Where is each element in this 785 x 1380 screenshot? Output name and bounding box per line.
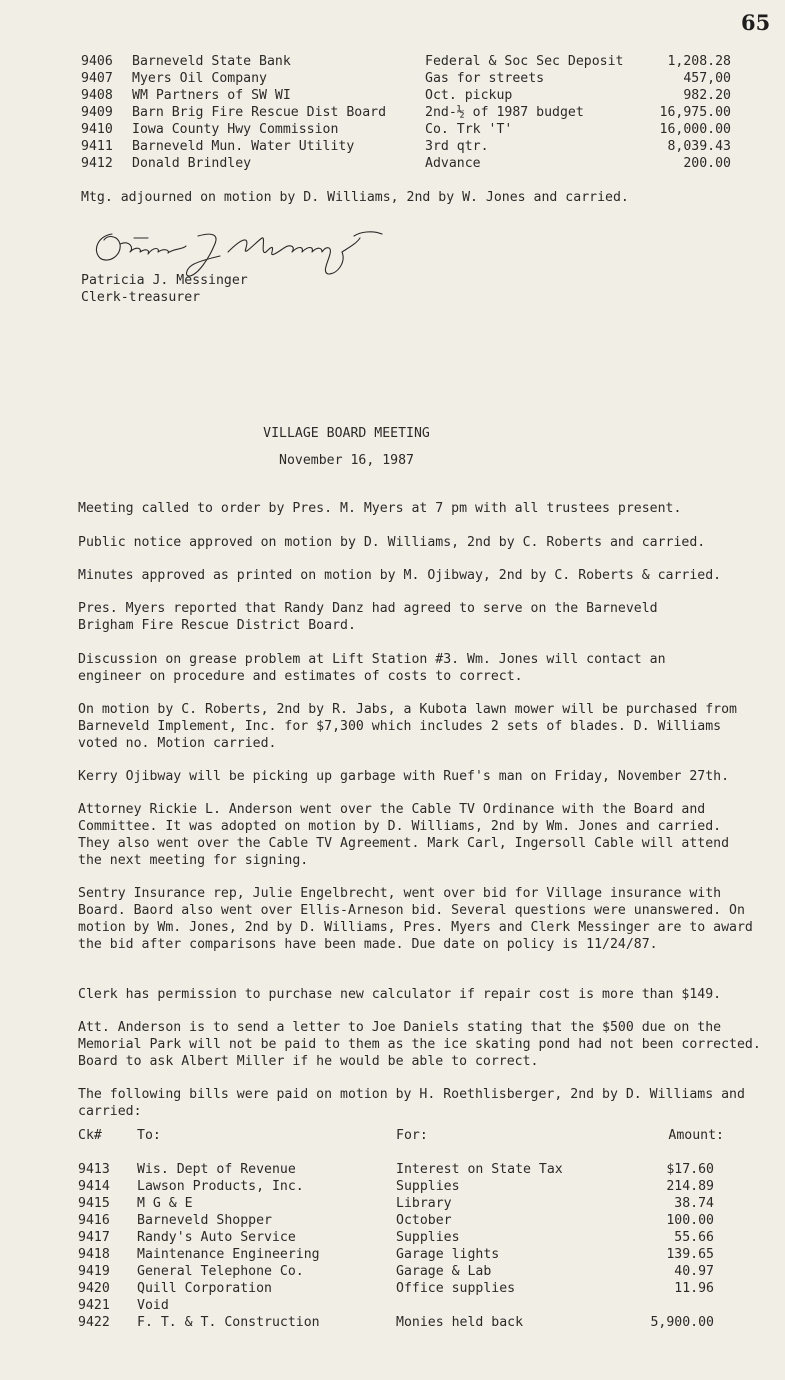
prior-bill-row: [81, 155, 731, 172]
header-payee: To:: [137, 1128, 161, 1143]
check-number: 9421: [78, 1298, 110, 1313]
check-number: 9409: [81, 105, 113, 120]
amount: 200.00: [683, 156, 731, 171]
payee: F. T. & T. Construction: [137, 1315, 320, 1330]
purpose: Garage & Lab: [396, 1264, 492, 1279]
purpose: Oct. pickup: [425, 88, 513, 103]
purpose: Supplies: [396, 1230, 460, 1245]
payee: Barneveld Shopper: [137, 1213, 272, 1228]
purpose: Gas for streets: [425, 71, 545, 86]
amount: $17.60: [666, 1162, 714, 1177]
header-amount: Amount:: [668, 1128, 724, 1143]
adjournment-line: Mtg. adjourned on motion by D. Williams, 2nd by W. Jones and carried.: [81, 190, 629, 205]
purpose: Monies held back: [396, 1315, 524, 1330]
amount: 1,208.28: [667, 54, 731, 69]
minutes-paragraph: Clerk has permission to purchase new calculator if repair cost is more than $149.: [78, 987, 722, 1002]
check-number: 9419: [78, 1264, 110, 1279]
amount: 457,00: [683, 71, 731, 86]
payee: Randy's Auto Service: [137, 1230, 296, 1245]
minutes-paragraph: The following bills were paid on motion by H. Roethlisberger, 2nd by D. Williams and carried:: [78, 1087, 745, 1119]
prior-bill-row: [81, 53, 731, 70]
check-number: 9415: [78, 1196, 110, 1211]
amount: 5,900.00: [650, 1315, 714, 1330]
minutes-paragraph: Discussion on grease problem at Lift Station #3. Wm. Jones will contact an engineer on procedure and estimates of costs to correct.: [78, 652, 666, 684]
amount: 11.96: [674, 1281, 714, 1296]
check-number: 9422: [78, 1315, 110, 1330]
bill-row: [78, 1314, 728, 1331]
purpose: Advance: [425, 156, 481, 171]
bill-row: [78, 1280, 728, 1297]
minutes-paragraph: Minutes approved as printed on motion by M. Ojibway, 2nd by C. Roberts & carried.: [78, 568, 722, 583]
bill-row: [78, 1246, 728, 1263]
purpose: 3rd qtr.: [425, 139, 489, 154]
check-number: 9410: [81, 122, 113, 137]
bleed-through-text: [490, 288, 497, 302]
amount: 55.66: [674, 1230, 714, 1245]
amount: 16,975.00: [659, 105, 731, 120]
check-number: 9413: [78, 1162, 110, 1177]
check-number: 9408: [81, 88, 113, 103]
purpose: Garage lights: [396, 1247, 500, 1262]
bills-table: [78, 1127, 728, 1331]
bill-row: [78, 1229, 728, 1246]
purpose: Office supplies: [396, 1281, 516, 1296]
purpose: Supplies: [396, 1179, 460, 1194]
amount: 38.74: [674, 1196, 714, 1211]
check-number: 9417: [78, 1230, 110, 1245]
prior-bill-row: [81, 87, 731, 104]
check-number: 9414: [78, 1179, 110, 1194]
payee: Myers Oil Company: [132, 71, 267, 86]
amount: 16,000.00: [659, 122, 731, 137]
check-number: 9418: [78, 1247, 110, 1262]
amount: 982.20: [683, 88, 731, 103]
amount: 8,039.43: [667, 139, 731, 154]
purpose: Interest on State Tax: [396, 1162, 563, 1177]
minutes-paragraph: Att. Anderson is to send a letter to Joe Daniels stating that the $500 due on the Memorial Park will not be paid to them as the ice skating pond had not been corrected. Board to ask Albert Miller if he would be able to correct.: [78, 1020, 761, 1069]
bill-row: [78, 1297, 728, 1314]
bill-row: [78, 1195, 728, 1212]
minutes-paragraph: Kerry Ojibway will be picking up garbage with Ruef's man on Friday, November 27th.: [78, 769, 730, 784]
prior-bill-row: [81, 104, 731, 121]
header-purpose: For:: [396, 1128, 428, 1143]
payee: Quill Corporation: [137, 1281, 272, 1296]
purpose: Federal & Soc Sec Deposit: [425, 54, 624, 69]
meeting-date: November 16, 1987: [279, 453, 414, 468]
payee: Wis. Dept of Revenue: [137, 1162, 296, 1177]
bill-row: [78, 1212, 728, 1229]
payee: Barneveld Mun. Water Utility: [132, 139, 355, 154]
amount: 214.89: [666, 1179, 714, 1194]
minutes-paragraph: Meeting called to order by Pres. M. Myers at 7 pm with all trustees present.: [78, 501, 682, 516]
payee: Barneveld State Bank: [132, 54, 291, 69]
check-number: 9407: [81, 71, 113, 86]
amount: 100.00: [666, 1213, 714, 1228]
amount: 139.65: [666, 1247, 714, 1262]
header-check-number: Ck#: [78, 1128, 102, 1143]
amount: 40.97: [674, 1264, 714, 1279]
bill-row: [78, 1263, 728, 1280]
signatory-block: [81, 272, 248, 306]
minutes-paragraph: Pres. Myers reported that Randy Danz had agreed to serve on the Barneveld Brigham Fire Rescue District Board.: [78, 601, 658, 633]
signatory-name: Patricia J. Messinger: [81, 273, 248, 288]
check-number: 9411: [81, 139, 113, 154]
payee: Void: [137, 1298, 169, 1313]
purpose: Co. Trk 'T': [425, 122, 513, 137]
check-number: 9420: [78, 1281, 110, 1296]
prior-bills-table: [81, 53, 731, 172]
minutes-paragraph: Public notice approved on motion by D. Williams, 2nd by C. Roberts and carried.: [78, 535, 706, 550]
payee: WM Partners of SW WI: [132, 88, 291, 103]
payee: M G & E: [137, 1196, 193, 1211]
minutes-paragraph: Attorney Rickie L. Anderson went over the Cable TV Ordinance with the Board and Committee. It was adopted on motion by D. Williams, 2nd by Wm. Jones and carried. They also went over the Cable TV Agreement. Mark Carl, Ingersoll Cable will attend the next meeting for signing.: [78, 802, 730, 868]
purpose: October: [396, 1213, 452, 1228]
check-number: 9416: [78, 1213, 110, 1228]
check-number: 9406: [81, 54, 113, 69]
prior-bill-row: [81, 138, 731, 155]
prior-bill-row: [81, 121, 731, 138]
bill-row: [78, 1178, 728, 1195]
bill-row: [78, 1161, 728, 1178]
meeting-title: VILLAGE BOARD MEETING: [263, 426, 430, 441]
prior-bill-row: [81, 70, 731, 87]
payee: Iowa County Hwy Commission: [132, 122, 339, 137]
signatory-title: Clerk-treasurer: [81, 290, 201, 305]
payee: General Telephone Co.: [137, 1264, 304, 1279]
payee: Barn Brig Fire Rescue Dist Board: [132, 105, 387, 120]
minutes-paragraph: Sentry Insurance rep, Julie Engelbrecht, went over bid for Village insurance with Board. Baord also went over Ellis-Arneson bid. Several questions were unanswered. On motion by Wm. Jones, 2nd by D. Williams, Pres. Myers and Clerk Messinger are to award the bid after comparisons have been made. Due date on policy is 11/24/87.: [78, 886, 753, 952]
minutes-paragraph: On motion by C. Roberts, 2nd by R. Jabs, a Kubota lawn mower will be purchased from Barneveld Implement, Inc. for $7,300 which includes 2 sets of blades. D. Williams voted no. Motion carried.: [78, 702, 737, 751]
page-number: 65: [741, 10, 771, 35]
purpose: 2nd-½ of 1987 budget: [425, 105, 584, 120]
check-number: 9412: [81, 156, 113, 171]
bills-table-header: [78, 1127, 728, 1161]
payee: Lawson Products, Inc.: [137, 1179, 304, 1194]
payee: Donald Brindley: [132, 156, 252, 171]
payee: Maintenance Engineering: [137, 1247, 320, 1262]
purpose: Library: [396, 1196, 452, 1211]
